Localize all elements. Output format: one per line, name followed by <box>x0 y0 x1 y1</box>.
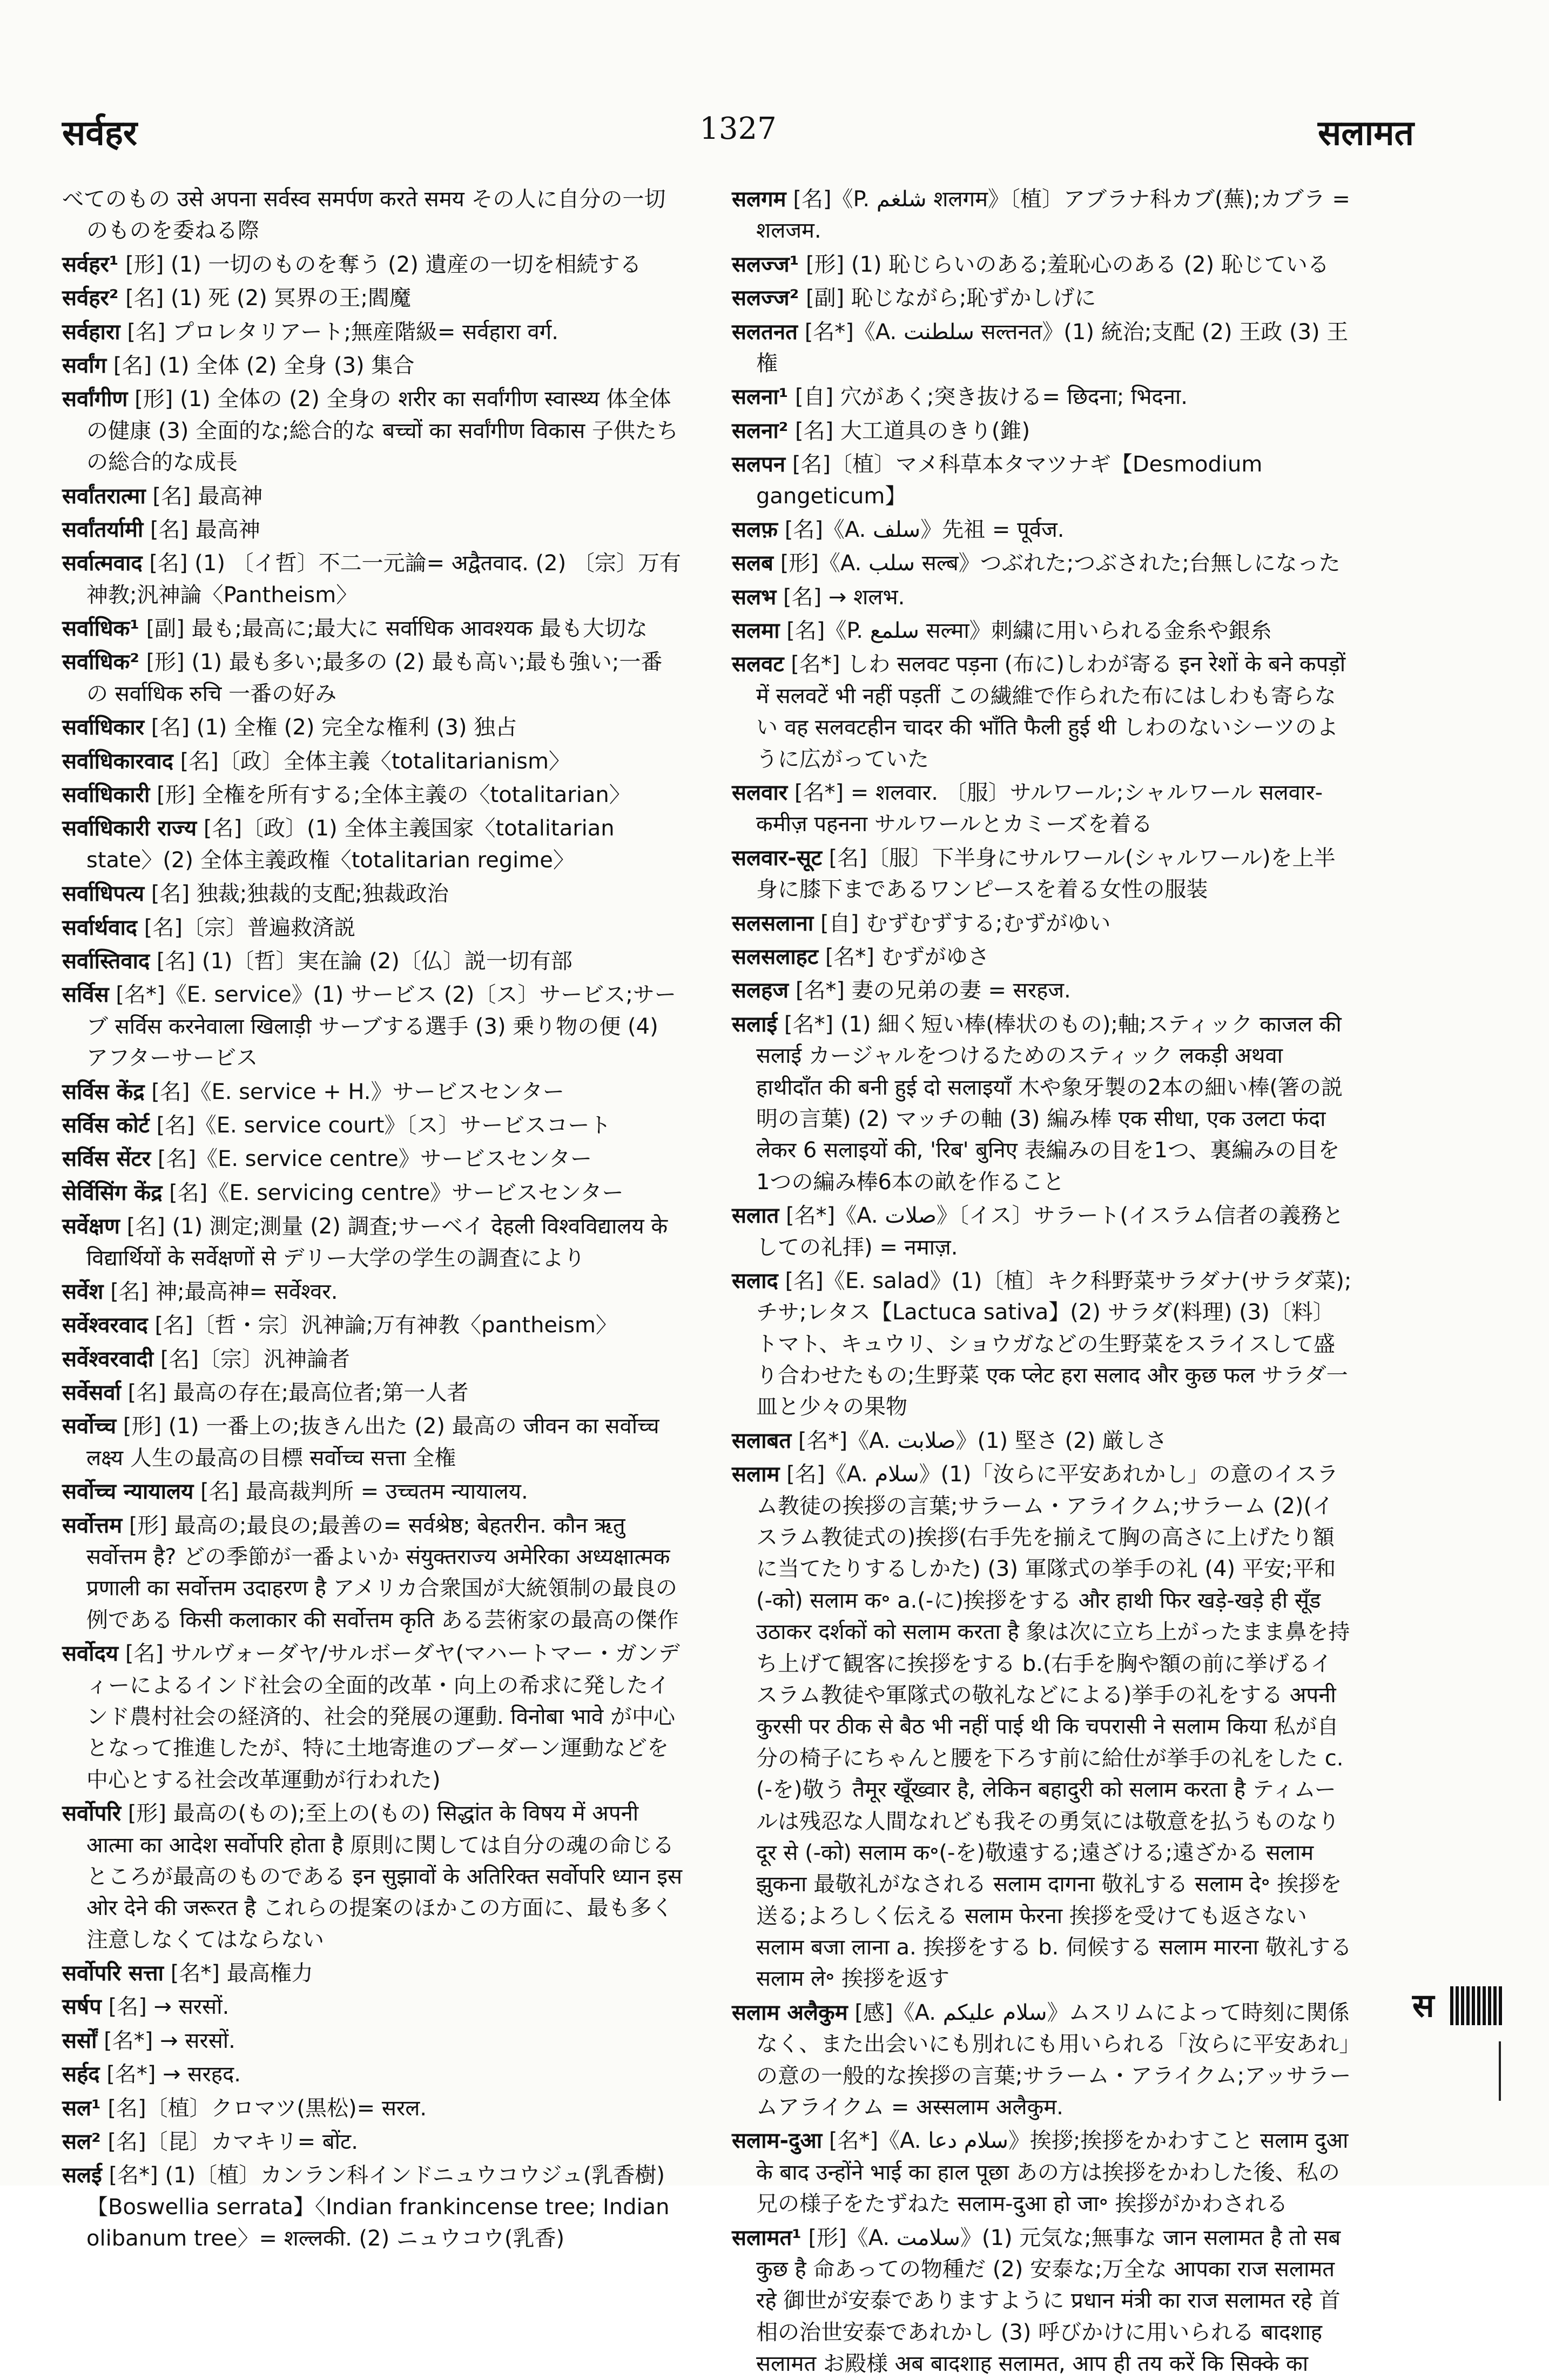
entry-headword: सलना² <box>732 418 789 443</box>
dictionary-entry <box>62 184 683 247</box>
entry-headword: सर्वांतरात्मा <box>62 483 146 509</box>
dictionary-entry <box>732 415 1353 447</box>
entry-definition: [副] 最も;最高に;最大に सर्वाधिक आवश्यक 最も大切な <box>146 616 648 642</box>
entry-headword: सर्वाधिकारवाद <box>62 749 173 774</box>
entry-headword: सलवट <box>732 652 784 677</box>
entry-definition: [形] (1) 全体の (2) 全身の शरीर का सर्वांगीण स्वास्थ्य 体全体の健康 (3) 全面的な;総合的な बच्चों का सर्वांगीण विकास 子供たちの総合的な成長 <box>86 387 679 475</box>
dictionary-entry <box>62 2126 683 2157</box>
entry-definition: [名*] → सरसों. <box>104 2028 235 2053</box>
dictionary-entry <box>62 1638 683 1796</box>
dictionary-entry <box>732 908 1353 939</box>
dictionary-entry <box>62 979 683 1074</box>
dictionary-entry <box>62 1798 683 1956</box>
entry-headword: सर्वेसर्वा <box>62 1380 121 1406</box>
dictionary-entry <box>62 1177 683 1209</box>
dictionary-entry <box>62 2160 683 2254</box>
dictionary-entry <box>62 1510 683 1636</box>
entry-headword: सलमा <box>732 618 780 644</box>
entry-headword: सर्विस केंद्र <box>62 1079 145 1104</box>
entry-definition: [自] 穴があく;突き抜ける= छिदना; भिदना. <box>794 385 1188 410</box>
entry-definition: [名]《P. سلمع सल्मा》刺繍に用いられる金糸や銀糸 <box>786 618 1272 644</box>
entry-definition: [名]《A. سلف》先祖 = पूर्वज. <box>784 517 1065 542</box>
entry-definition: [名]〔植〕マメ科草本タマツナギ【Desmodium gangeticum】 <box>756 452 1263 509</box>
dictionary-entry <box>62 249 683 280</box>
entry-definition: [名]〔昆〕カマキリ= बोंट. <box>107 2129 358 2155</box>
entry-definition: [形] 全権を所有する;全体主義の〈totalitarian〉 <box>157 783 631 808</box>
thumb-index <box>1412 1982 1520 2122</box>
entry-definition: [名]《E. service + H.》サービスセンター <box>151 1079 564 1104</box>
entry-headword: सर्वाधिकारी <box>62 783 150 808</box>
entry-definition: [形] 最高の(もの);至上の(もの) सिद्धांत के विषय में अपनी आत्मा का आदेश सर्वोपरि होता है 原則に関しては自分の魂の命じるところが最高のものである इन सुझावों के अतिरिक्त सर्वोपरि ध्यान इस ओर देने की जरूरत है これらの提案のほかこの方面に、最も多く注意しなくてはならない <box>86 1801 683 1952</box>
entry-definition: [名] 神;最高神= सर्वेश्वर. <box>110 1279 338 1304</box>
entry-headword: सर्वहर¹ <box>62 252 119 277</box>
left-column <box>62 184 683 2251</box>
entry-definition: [名]〔政〕(1) 全体主義国家〈totalitarian state〉(2) 全体主義政権〈totalitarian regime〉 <box>86 816 615 873</box>
entry-headword: सलाम अलैकुम <box>732 2000 848 2025</box>
dictionary-entry <box>62 712 683 743</box>
entry-definition: [名] プロレタリアート;無産階級= सर्वहारा वर्ग. <box>127 319 558 345</box>
dictionary-entry <box>62 2059 683 2090</box>
dictionary-entry <box>732 316 1353 380</box>
dictionary-entry <box>732 449 1353 512</box>
entry-definition: [名] 最高神 <box>150 517 260 542</box>
entry-headword: सर्वांग <box>62 353 107 378</box>
entry-definition: [名] (1) 死 (2) 冥界の王;閻魔 <box>125 286 411 311</box>
dictionary-entry <box>62 1958 683 1989</box>
entry-headword: सलगम <box>732 187 786 212</box>
dictionary-entry <box>62 1211 683 1274</box>
thumb-index-letter: स <box>1412 1987 1434 2025</box>
entry-headword: सलभ <box>732 584 777 610</box>
entry-definition: [形] 最高の;最良の;最善の= सर्वश्रेष्ठ; बेहतरीन. कौन ऋतु सर्वोत्तम है? どの季節が一番よいか संयुक्तराज्य अमेरिका अध्यक्षात्मक प्रणाली का सर्वोत्तम उदाहरण है アメリカ合衆国が大統領制の最良の例である किसी कलाकार की सर्वोत्तम कृति ある芸術家の最高の傑作 <box>86 1513 679 1633</box>
dictionary-entry <box>732 941 1353 973</box>
dictionary-entry <box>62 1276 683 1307</box>
dictionary-entry <box>62 779 683 811</box>
dictionary-entry <box>732 1997 1353 2123</box>
entry-definition: [名*]《A. سلام دعا》挨拶;挨拶をかわすこと सलाम दुआ के बाद उन्होंने भाई का हाल पूछा あの方は挨拶をかわした後、私の兄の様子をたずねた सलाम-दुआ हो जा॰ 挨拶がかわされる <box>756 2128 1349 2217</box>
entry-headword: सर्वात्मवाद <box>62 551 143 576</box>
entry-headword: सलब <box>732 551 773 576</box>
entry-definition: [名] (1) 全権 (2) 完全な権利 (3) 独占 <box>151 715 517 740</box>
dictionary-entry <box>62 514 683 545</box>
entry-definition: [名] → सरसों. <box>108 1994 230 2020</box>
dictionary-entry <box>732 1459 1353 1995</box>
entry-headword: सल¹ <box>62 2095 101 2121</box>
dictionary-entry <box>62 481 683 512</box>
dictionary-entry <box>62 350 683 381</box>
entry-definition: [名]《E. servicing centre》サービスセンター <box>169 1180 624 1205</box>
dictionary-entry <box>732 1200 1353 1263</box>
entry-headword: सलाई <box>732 1012 778 1037</box>
entry-headword: सर्विस सेंटर <box>62 1147 151 1172</box>
entry-headword: सर्वोपरि सत्ता <box>62 1961 164 1986</box>
entry-definition: べてのもの उसे अपना सर्वस्व समर्पण करते समय その人に自分の一切のものを委ねる際 <box>62 187 666 244</box>
dictionary-entry <box>62 912 683 943</box>
entry-definition: [形] (1) 一番上の;抜きん出た (2) 最高の जीवन का सर्वोच्च लक्ष्य 人生の最高の目標 सर्वोच्च सत्ता 全権 <box>86 1414 659 1471</box>
dictionary-entry <box>62 746 683 777</box>
dictionary-entry <box>732 1009 1353 1198</box>
entry-definition: [名] (1) 全体 (2) 全身 (3) 集合 <box>113 353 415 378</box>
dictionary-entry <box>732 249 1353 280</box>
entry-definition: [名] 最高神 <box>152 483 263 509</box>
entry-definition: [名*]《E. service》(1) サービス (2)〔ス〕サービス;サーブ सर्विस करनेवाला खिलाड़ी サーブする選手 (3) 乗り物の便 (4) アフターサービス <box>86 982 676 1071</box>
dictionary-entry <box>732 649 1353 775</box>
entry-definition: [名*] (1) 細く短い棒(棒状のもの);軸;スティック काजल की सलाई カージャルをつけるためのスティック लकड़ी अथवा हाथीदाँत की बनी हुई दो सलाइयाँ 木や象牙製の2本の細い棒(箸の説明の言葉) (2) マッチの軸 (3) 編み棒 एक सीधा, एक उलटा फंदा लेकर 6 सलाइयों की, 'रिब' बुनिए 表編みの目を1つ、裏編みの目を1つの編み棒6本の畝を作ること <box>756 1012 1343 1195</box>
entry-headword: सलपन <box>732 452 786 477</box>
dictionary-entry <box>732 582 1353 613</box>
dictionary-entry <box>62 1310 683 1341</box>
page-header <box>62 108 1414 167</box>
entry-definition: [名*] 妻の兄弟の妻 = सरहज. <box>795 978 1071 1003</box>
entry-headword: सलात <box>732 1203 779 1229</box>
header-first-entry: सर्वहर <box>62 113 138 153</box>
entry-headword: सलाद <box>732 1268 778 1293</box>
entry-headword: सलाम <box>732 1462 780 1487</box>
entry-definition: [副] 恥じながら;恥ずかしげに <box>805 286 1096 311</box>
entry-definition: [名*] (1)〔植〕カンラン科インドニュウコウジュ(乳香樹)【Boswellia serrata】〈Indian frankincense tree; Indian olibanum tree〉= शल्लकी. (2) ニュウコウ(乳香) <box>86 2163 670 2251</box>
dictionary-entry <box>62 1411 683 1474</box>
entry-definition: [名]〔政〕全体主義〈totalitarianism〉 <box>180 749 570 774</box>
dictionary-entry <box>732 514 1353 545</box>
entry-definition: [名]《E. service court》〔ス〕サービスコート <box>156 1113 611 1138</box>
entry-definition: [名]〔宗〕普遍救済説 <box>144 915 355 940</box>
entry-headword: सर्वास्तिवाद <box>62 948 150 974</box>
entry-definition: [名] (1) 測定;測量 (2) 調査;サーベイ देहली विश्वविद्यालय के विद्यार्थियों के सर्वेक्षणों से デリー大学の学生の調査により <box>86 1214 668 1271</box>
dictionary-entry <box>732 548 1353 579</box>
entry-headword: सर्वार्थवाद <box>62 915 138 940</box>
entry-definition: [名*] しわ सलवट पड़ना (布に)しわが寄る इन रेशों के बने कपड़ों में सलवटें भी नहीं पड़तीं この繊維で作られた布にはしわも寄らない वह सलवटहीन चादर की भाँति फैली हुई थी しわのないシーツのように広がっていた <box>756 652 1346 772</box>
entry-definition: [名*] → सरहद. <box>106 2062 241 2087</box>
entry-headword: सेर्विसिंग केंद्र <box>62 1180 163 1205</box>
entry-headword: सर्वहारा <box>62 319 120 345</box>
entry-headword: सलतनत <box>732 319 798 345</box>
entry-headword: सर्वोपरि <box>62 1801 122 1826</box>
dictionary-entry <box>62 2093 683 2124</box>
header-last-entry: सलामत <box>1318 113 1414 153</box>
entry-headword: सर्वांतर्यामी <box>62 517 144 542</box>
entry-headword: सर्विस कोर्ट <box>62 1113 150 1138</box>
entry-headword: सर्वेश <box>62 1279 104 1304</box>
thumb-index-rule <box>1499 2041 1501 2101</box>
dictionary-entry <box>732 184 1353 247</box>
dictionary-entry <box>62 282 683 314</box>
entry-definition: [感]《A. سلام علیکم》ムスリムによって時刻に関係なく、また出会いにも別れにも用いられる「汝らに平安あれ」の意の一般的な挨拶の言葉;サラーム・アライクム;アッサラームアライクム = अस्सलाम अलैकुम. <box>756 2000 1351 2120</box>
entry-definition: [名]《P. شلغم शलगम》〔植〕アブラナ科カブ(蕪);カブラ = शलजम. <box>756 187 1350 244</box>
dictionary-entry <box>62 1476 683 1507</box>
dictionary-entry <box>732 282 1353 314</box>
dictionary-entry <box>62 946 683 977</box>
dictionary-entry <box>62 813 683 876</box>
entry-definition: [形] (1) 一切のものを奪う (2) 遺産の一切を相続する <box>125 252 642 277</box>
entry-headword: सर्वोच्च <box>62 1414 117 1439</box>
entry-headword: सर्वाधिकार <box>62 715 145 740</box>
dictionary-entry <box>732 975 1353 1006</box>
entry-headword: सर्वाधिपत्य <box>62 881 145 907</box>
entry-definition: [形]《A. سلب सल्ब》つぶれた;つぶされた;台無しになった <box>780 551 1341 576</box>
entry-headword: सलज्ज¹ <box>732 252 799 277</box>
entry-definition: [名]〔服〕下半身にサルワール(シャルワール)を上半身に膝下まであるワンピースを着る女性の服装 <box>756 845 1336 902</box>
entry-headword: सर्सों <box>62 2028 97 2053</box>
entry-definition: [名*]《A. سلطنت सल्तनत》(1) 統治;支配 (2) 王政 (3) 王権 <box>756 319 1349 376</box>
dictionary-entry <box>62 646 683 710</box>
entry-definition: [名] → शलभ. <box>783 584 905 610</box>
entry-headword: सलाम-दुआ <box>732 2128 823 2154</box>
thumb-index-tab <box>1450 1986 1504 2025</box>
dictionary-entry <box>62 1377 683 1408</box>
entry-headword: सलवार-सूट <box>732 845 822 871</box>
entry-definition: [自] むずむずする;むずがゆい <box>820 911 1111 936</box>
dictionary-entry <box>732 2222 1353 2380</box>
dictionary-entry <box>62 2025 683 2057</box>
dictionary-entry <box>62 613 683 644</box>
entry-headword: सर्वाधिक¹ <box>62 616 139 642</box>
dictionary-entry <box>732 615 1353 646</box>
entry-definition: [形] (1) 最も多い;最多の (2) 最も高い;最も強い;一番の सर्वाधिक रुचि 一番の好み <box>86 650 663 706</box>
dictionary-entry <box>62 1991 683 2022</box>
entry-headword: सर्हद <box>62 2062 100 2087</box>
entry-definition: [形]《A. سلامت》(1) 元気な;無事な जान सलामत है तो सब कुछ है 命あっての物種だ (2) 安泰な;万全な आपका राज सलामत रहे 御世が安泰でありますように प्रधान मंत्री का राज सलामत रहे 首相の治世安泰であれかし (3) 呼びかけに用いられる बादशाह सलामत お殿様 अब बादशाह सलामत, आप ही तय करें कि सिक्के का <box>756 2225 1341 2377</box>
entry-definition: [名] (1) 〔イ哲〕不二一元論= अद्वैतवाद. (2) 〔宗〕万有神教;汎神論〈Pantheism〉 <box>86 551 681 608</box>
entry-definition: [名] 最高の存在;最高位者;第一人者 <box>127 1380 469 1406</box>
entry-headword: सर्वेक्षण <box>62 1214 120 1239</box>
entry-headword: सर्वोत्तम <box>62 1513 123 1538</box>
entry-headword: सर्वोदय <box>62 1641 119 1667</box>
entry-headword: सर्वेश्वरवाद <box>62 1313 148 1338</box>
entry-definition: [名*]《A. صلات》〔イス〕サラート(イスラム信者の義務としての礼拝) = नमाज़. <box>756 1203 1344 1260</box>
entry-headword: सर्वोच्च न्यायालय <box>62 1479 194 1505</box>
dictionary-entry <box>62 1143 683 1175</box>
entry-headword: सर्वाधिकारी राज्य <box>62 816 197 841</box>
entry-headword: सल² <box>62 2129 101 2155</box>
dictionary-entry <box>62 1344 683 1375</box>
entry-definition: [名] 最高裁判所 = उच्चतम न्यायालय. <box>200 1479 528 1505</box>
entry-definition: [名]《A. سلام》(1)「汝らに平安あれかし」の意のイスラム教徒の挨拶の言葉;サラーム・アライクム;サラーム (2)(イスラム教徒式の)挨拶(右手先を揃えて胸の高さに上げたり額に当てたりするしかた) (3) 軍隊式の挙手の礼 (4) 平安;平和 (-को) सलाम क॰ a.(-に)挨拶をする और हाथी फिर खड़े-खड़े ही सूँड उठाकर दर्शकों को सलाम करता है 象は次に立ち上がったまま鼻を持ち上げて観客に挨拶をする b.(右手を胸や額の前に挙げるイスラム教徒や軍隊式の敬礼などによる)挙手の礼をする अपनी कुरसी पर ठीक से बैठ भी नहीं पाई थी कि चपरासी ने सलाम किया 私が自分の椅子にちゃんと腰を下ろす前に給仕が挙手の礼をした c.(-を)敬う तैमूर खूँख्वार है, लेकिन बहादुरी को सलाम करता है ティムールは残忍な人間なれども我その勇気には敬意を払うものなり दूर से (-को) सलाम क॰(-を)敬遠する;遠ざける;遠ざかる सलाम झुकना 最敬礼がなされる सलाम दागना 敬礼する सलाम दे॰ 挨拶を送る;よろしく伝える सलाम फेरना 挨拶を受けても返さない सलाम बजा लाना a. 挨拶をする b. 伺候する सलाम मारना 敬礼する सलाम ले॰ 挨拶を返す <box>756 1462 1352 1992</box>
dictionary-entry <box>732 1265 1353 1423</box>
entry-definition: [名] (1)〔哲〕実在論 (2)〔仏〕説一切有部 <box>156 948 573 974</box>
dictionary-entry <box>62 1076 683 1108</box>
right-column <box>732 184 1353 2377</box>
dictionary-entry <box>732 381 1353 413</box>
entry-headword: सलसलाहट <box>732 944 819 969</box>
entry-headword: सर्वेश्वरवादी <box>62 1346 154 1372</box>
dictionary-entry <box>732 842 1353 906</box>
entry-definition: [名] 大工道具のきり(錐) <box>794 418 1031 443</box>
entry-definition: [名]〔哲・宗〕汎神論;万有神教〈pantheism〉 <box>154 1313 617 1338</box>
entry-headword: सलवार <box>732 780 788 806</box>
entry-headword: सर्वांगीण <box>62 387 128 412</box>
dictionary-entry <box>732 1425 1353 1457</box>
entry-headword: सलामत¹ <box>732 2225 802 2250</box>
entry-headword: सलहज <box>732 978 789 1003</box>
dictionary-entry <box>62 1110 683 1141</box>
entry-definition: [名*] = शलवार. 〔服〕サルワール;シャルワール सलवार-कमीज़ पहनना サルワールとカミーズを着る <box>756 780 1323 837</box>
entry-definition: [名] 独裁;独裁的支配;独裁政治 <box>151 881 449 907</box>
entry-definition: [名*] 最高権力 <box>170 1961 313 1986</box>
entry-definition: [名*] むずがゆさ <box>825 944 989 969</box>
dictionary-entry <box>732 2125 1353 2220</box>
dictionary-entry <box>732 777 1353 840</box>
entry-definition: [名]《E. service centre》サービスセンター <box>157 1147 592 1172</box>
entry-headword: सलज्ज² <box>732 286 799 311</box>
entry-definition: [名]〔植〕クロマツ(黒松)= सरल. <box>107 2095 427 2121</box>
entry-definition: [名]〔宗〕汎神論者 <box>160 1346 351 1372</box>
entry-headword: सर्षप <box>62 1994 102 2020</box>
entry-headword: सलसलाना <box>732 911 814 936</box>
entry-headword: सर्विस <box>62 982 109 1008</box>
entry-headword: सलना¹ <box>732 385 789 410</box>
dictionary-entry <box>62 316 683 348</box>
entry-definition: [名*]《A. صلابت》(1) 堅さ (2) 厳しさ <box>798 1428 1167 1453</box>
entry-definition: [形] (1) 恥じらいのある;羞恥心のある (2) 恥じている <box>805 252 1329 277</box>
entry-headword: सर्वहर² <box>62 286 119 311</box>
entry-definition: [名]《E. salad》(1)〔植〕キク科野菜サラダナ(サラダ菜);チサ;レタス【Lactuca sativa】(2) サラダ(料理) (3)〔料〕トマト、キュウリ、ショウガなどの生野菜をスライスして盛り合わせたもの;生野菜 एक प्लेट हरा सलाद और कुछ फल サラダ一皿と少々の果物 <box>756 1268 1352 1420</box>
dictionary-entry <box>62 878 683 909</box>
page-number: 1327 <box>699 111 777 146</box>
entry-headword: सलफ़ <box>732 517 778 542</box>
dictionary-entry <box>62 548 683 611</box>
entry-headword: सलाबत <box>732 1428 792 1453</box>
entry-headword: सलई <box>62 2163 102 2188</box>
entry-definition: [名] サルヴォーダヤ/サルボーダヤ(マハートマー・ガンディーによるインド社会の全面的改革・向上の希求に発したインド農村社会の経済的、社会的発展の運動. विनोबा भावे が中心となって推進したが、特に土地寄進のブーダーン運動などを中心とする社会改革運動が行われた) <box>86 1641 680 1792</box>
entry-headword: सर्वाधिक² <box>62 650 139 675</box>
dictionary-entry <box>62 383 683 478</box>
